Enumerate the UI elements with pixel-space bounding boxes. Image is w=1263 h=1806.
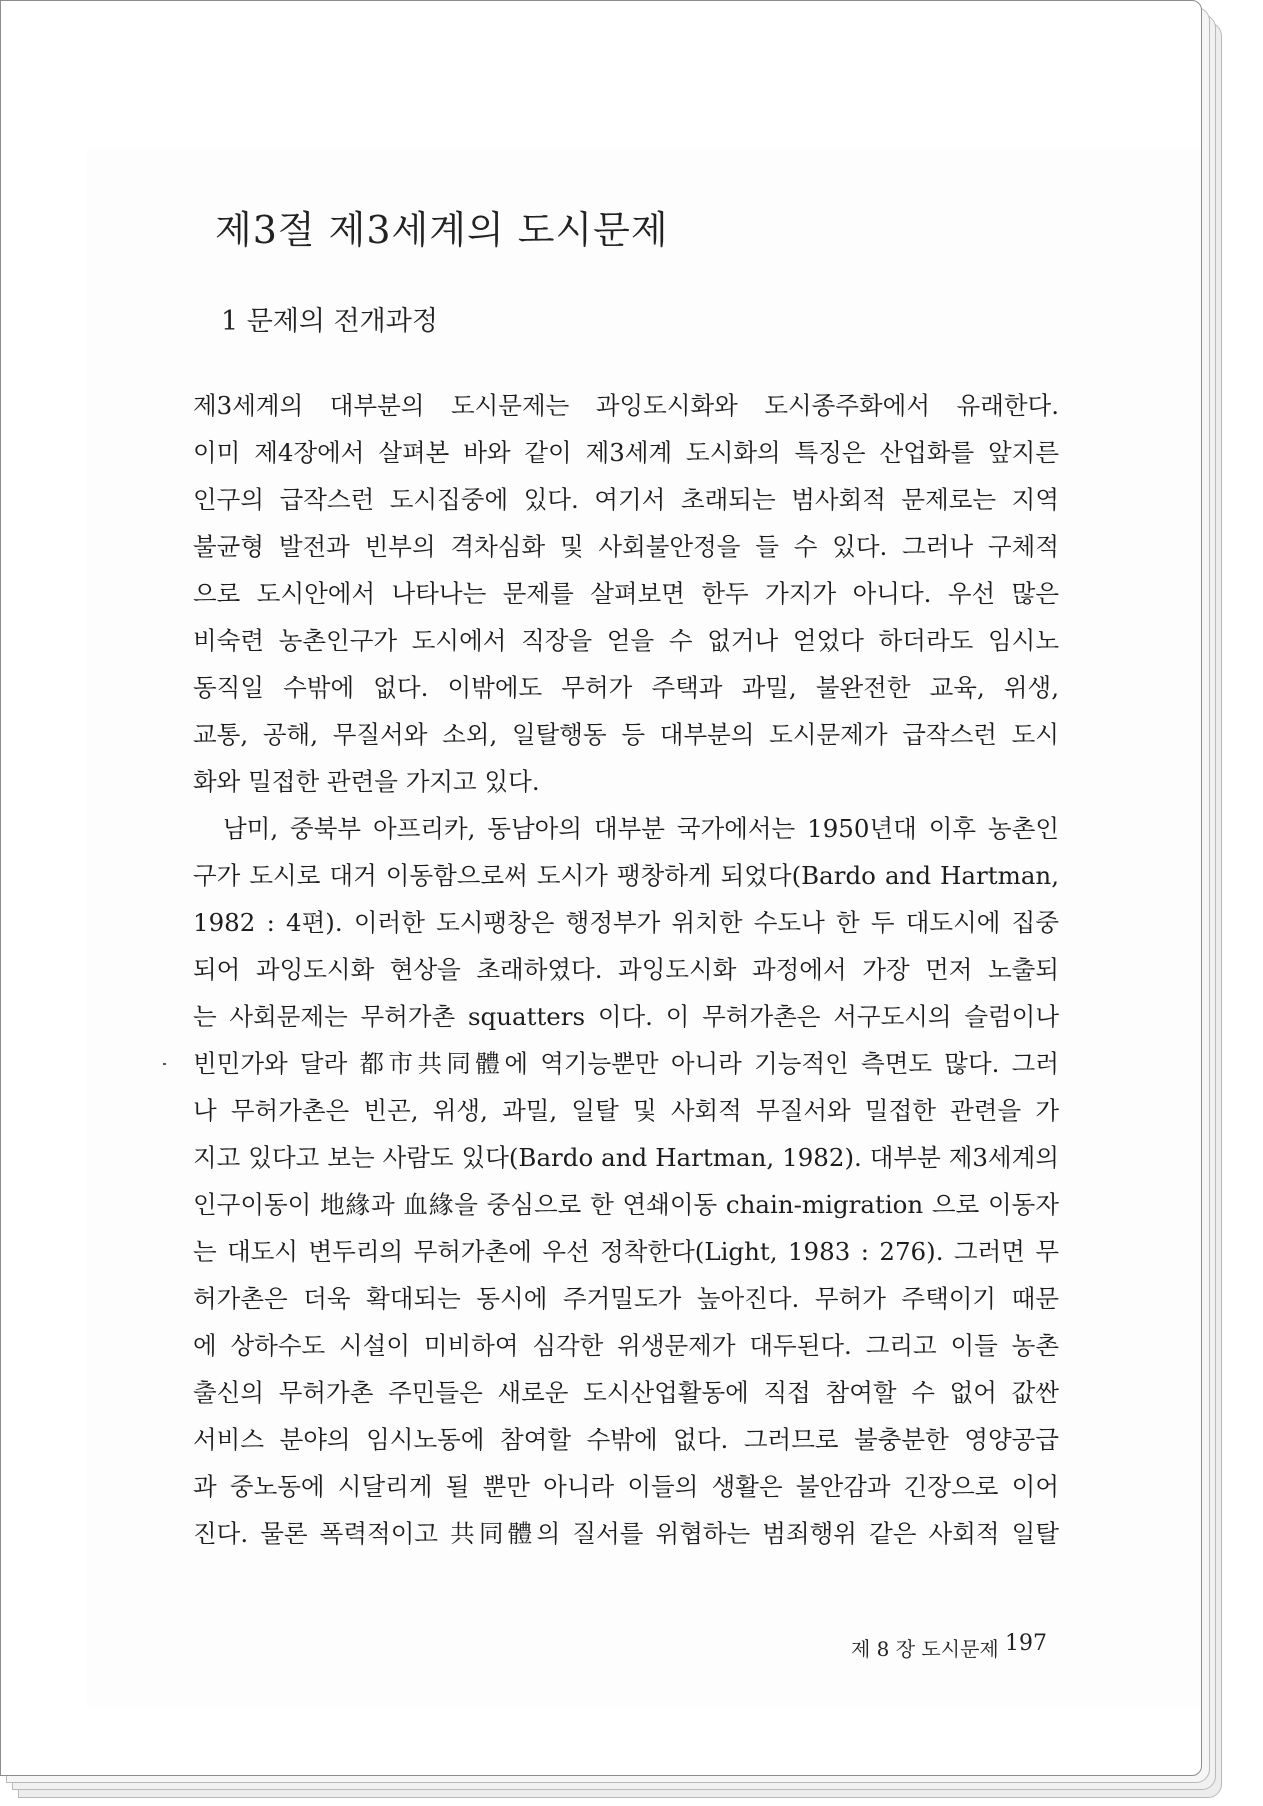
- body-line-17: 지고 있다고 보는 사람도 있다(Bardo and Hartman, 1982). 대부분 제3세계의: [193, 1143, 1059, 1172]
- body-line-22: 출신의 무허가촌 주민들은 새로운 도시산업활동에 직접 참여할 수 없어 값싼: [193, 1378, 1059, 1407]
- body-line-6: 비숙련 농촌인구가 도시에서 직장을 얻을 수 없거나 얻었다 하더라도 임시노: [193, 626, 1059, 655]
- body-line-19: 는 대도시 변두리의 무허가촌에 우선 정착한다(Light, 1983 : 276). 그러면 무: [193, 1237, 1059, 1266]
- body-line-4: 불균형 발전과 빈부의 격차심화 및 사회불안정을 들 수 있다. 그러나 구체적: [193, 532, 1059, 561]
- body-line-9: 화와 밀접한 관련을 가지고 있다.: [193, 767, 540, 796]
- body-line-13: 되어 과잉도시화 현상을 초래하였다. 과잉도시화 과정에서 가장 먼저 노출되: [193, 955, 1059, 984]
- margin-speck: [163, 1063, 166, 1065]
- body-line-1: 제3세계의 대부분의 도시문제는 과잉도시화와 도시종주화에서 유래한다.: [193, 391, 1059, 420]
- body-line-12: 1982 : 4편). 이러한 도시팽창은 행정부가 위치한 수도나 한 두 대도시에 집중: [193, 908, 1059, 937]
- body-line-8: 교통, 공해, 무질서와 소외, 일탈행동 등 대부분의 도시문제가 급작스런 도시: [193, 720, 1059, 749]
- body-line-14: 는 사회문제는 무허가촌 squatters 이다. 이 무허가촌은 서구도시의 슬럼이나: [193, 1002, 1059, 1031]
- body-line-21: 에 상하수도 시설이 미비하여 심각한 위생문제가 대두된다. 그리고 이들 농촌: [193, 1331, 1059, 1360]
- body-line-7: 동직일 수밖에 없다. 이밖에도 무허가 주택과 과밀, 불완전한 교육, 위생,: [193, 673, 1059, 702]
- body-line-3: 인구의 급작스런 도시집중에 있다. 여기서 초래되는 범사회적 문제로는 지역: [193, 485, 1059, 514]
- body-line-18: 인구이동이 地緣과 血緣을 중심으로 한 연쇄이동 chain-migration 으로 이동자: [193, 1190, 1059, 1219]
- body-line-24: 과 중노동에 시달리게 될 뿐만 아니라 이들의 생활은 불안감과 긴장으로 이어: [193, 1472, 1059, 1501]
- chapter-title: 제3절 제3세계의 도시문제: [215, 208, 669, 252]
- body-line-16: 나 무허가촌은 빈곤, 위생, 과밀, 일탈 및 사회적 무질서와 밀접한 관련을 가: [193, 1096, 1059, 1125]
- body-line-5: 으로 도시안에서 나타나는 문제를 살펴보면 한두 가지가 아니다. 우선 많은: [193, 579, 1059, 608]
- body-line-15: 빈민가와 달라 都市共同體에 역기능뿐만 아니라 기능적인 측면도 많다. 그러: [193, 1049, 1059, 1078]
- body-line-2: 이미 제4장에서 살펴본 바와 같이 제3세계 도시화의 특징은 산업화를 앞지른: [193, 438, 1059, 467]
- page-number: 197: [1005, 1631, 1047, 1656]
- body-line-25: 진다. 물론 폭력적이고 共同體의 질서를 위협하는 범죄행위 같은 사회적 일탈: [193, 1519, 1059, 1548]
- body-line-20: 허가촌은 더욱 확대되는 동시에 주거밀도가 높아진다. 무허가 주택이기 때문: [193, 1284, 1059, 1313]
- section-heading: 1 문제의 전개과정: [221, 306, 438, 337]
- body-line-10: 남미, 중북부 아프리카, 동남아의 대부분 국가에서는 1950년대 이후 농촌인: [223, 814, 1059, 843]
- running-footer-chapter: 제 8 장 도시문제: [851, 1637, 999, 1661]
- body-line-23: 서비스 분야의 임시노동에 참여할 수밖에 없다. 그러므로 불충분한 영양공급: [193, 1425, 1059, 1454]
- body-line-11: 구가 도시로 대거 이동함으로써 도시가 팽창하게 되었다(Bardo and Hartman,: [193, 861, 1059, 890]
